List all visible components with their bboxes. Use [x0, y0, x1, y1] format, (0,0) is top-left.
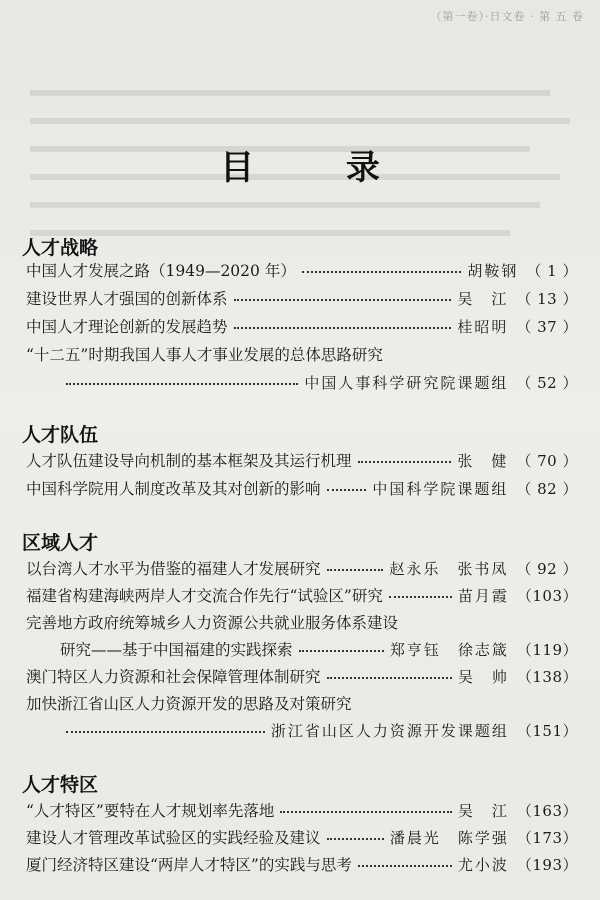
- entry-page: （103）: [516, 586, 578, 605]
- dot-leader: [280, 811, 451, 813]
- entry-title: “人才特区”要特在人才规划率先落地: [26, 802, 275, 820]
- running-header: （第一卷）·日文卷 · 第 五 卷: [430, 10, 584, 23]
- toc-entry[interactable]: [26, 850, 578, 878]
- dot-leader: [66, 383, 298, 385]
- toc-entry[interactable]: [26, 284, 578, 312]
- entry-title: 研究——基于中国福建的实践探索: [60, 641, 293, 659]
- toc-entry-continuation[interactable]: [60, 716, 578, 744]
- dot-leader: [358, 461, 452, 463]
- entry-author: 中国人事科学研究院课题组: [304, 373, 509, 392]
- dot-leader: [299, 650, 384, 652]
- entry-title: 厦门经济特区建设“两岸人才特区”的实践与思考: [26, 856, 352, 874]
- toc-entry-continuation[interactable]: [60, 635, 578, 663]
- toc-entry-title-line[interactable]: [26, 689, 578, 717]
- entry-author: 吴 江: [457, 289, 509, 308]
- dot-leader: [389, 596, 452, 598]
- toc-entry[interactable]: [26, 312, 578, 340]
- entry-title: 福建省构建海峡两岸人才交流合作先行“试验区”研究: [26, 587, 383, 605]
- entry-author: 吴 帅: [457, 667, 509, 686]
- toc-entry[interactable]: [26, 796, 578, 824]
- dot-leader: [302, 271, 462, 273]
- entry-page: （ 92 ）: [516, 559, 578, 578]
- entry-page: （138）: [516, 667, 578, 686]
- toc-entry[interactable]: [26, 823, 578, 851]
- toc-entry[interactable]: [26, 662, 578, 690]
- entry-author: 赵永乐 张书凤: [389, 559, 509, 578]
- entry-author: 胡鞍钢: [467, 261, 519, 280]
- dot-leader: [234, 327, 452, 329]
- entry-title: 建设世界人才强国的创新体系: [26, 290, 228, 308]
- entry-title: 加快浙江省山区人力资源开发的思路及对策研究: [26, 695, 352, 713]
- entry-page: （ 70 ）: [516, 451, 578, 470]
- entry-title: 完善地方政府统筹城乡人力资源公共就业服务体系建设: [26, 614, 399, 632]
- entry-page: （193）: [516, 855, 578, 874]
- section-heading-regional-talent: 区域人才: [22, 532, 99, 554]
- entry-author: 中国科学院课题组: [372, 479, 509, 498]
- entry-author: 郑亨钰 徐志箴: [389, 640, 509, 659]
- dot-leader: [327, 677, 452, 679]
- entry-title: 澳门特区人力资源和社会保障管理体制研究: [26, 668, 321, 686]
- entry-title: “十二五”时期我国人事人才事业发展的总体思路研究: [26, 346, 383, 364]
- entry-page: （119）: [516, 640, 578, 659]
- toc-entry-title-line[interactable]: [26, 340, 578, 368]
- entry-page: （ 82 ）: [516, 479, 578, 498]
- entry-page: （ 37 ）: [516, 317, 578, 336]
- dot-leader: [234, 299, 452, 301]
- toc-entry[interactable]: [26, 554, 578, 582]
- entry-page: （151）: [516, 721, 578, 740]
- entry-page: （ 1 ）: [526, 261, 578, 280]
- entry-page: （163）: [516, 801, 578, 820]
- entry-title: 中国人才发展之路（1949—2020 年）: [26, 262, 296, 280]
- entry-author: 桂昭明: [457, 317, 509, 336]
- section-heading-talent-strategy: 人才战略: [22, 237, 99, 259]
- toc-entry-continuation[interactable]: [60, 368, 578, 396]
- entry-page: （173）: [516, 828, 578, 847]
- dot-leader: [66, 731, 265, 733]
- dot-leader: [327, 838, 384, 840]
- entry-title: 以台湾人才水平为借鉴的福建人才发展研究: [26, 560, 321, 578]
- entry-title: 人才队伍建设导向机制的基本框架及其运行机理: [26, 452, 352, 470]
- entry-title: 中国科学院用人制度改革及其对创新的影响: [26, 480, 321, 498]
- entry-title: 建设人才管理改革试验区的实践经验及建议: [26, 829, 321, 847]
- toc-entry[interactable]: [26, 446, 578, 474]
- entry-page: （ 52 ）: [516, 373, 578, 392]
- entry-page: （ 13 ）: [516, 289, 578, 308]
- toc-entry-title-line[interactable]: [26, 608, 578, 636]
- entry-author: 苗月霞: [457, 586, 509, 605]
- dot-leader: [327, 569, 384, 571]
- section-heading-talent-team: 人才队伍: [22, 424, 99, 446]
- toc-entry[interactable]: [26, 581, 578, 609]
- entry-author: 潘晨光 陈学强: [389, 828, 509, 847]
- entry-author: 吴 江: [457, 801, 509, 820]
- entry-author: 浙江省山区人力资源开发课题组: [270, 721, 509, 740]
- section-heading-talent-special-zone: 人才特区: [22, 774, 99, 796]
- entry-author: 尤小波: [457, 855, 509, 874]
- entry-title: 中国人才理论创新的发展趋势: [26, 318, 228, 336]
- dot-leader: [327, 489, 367, 491]
- dot-leader: [358, 865, 452, 867]
- page-title: 目 录: [220, 148, 420, 188]
- entry-author: 张 健: [457, 451, 509, 470]
- toc-entry[interactable]: [26, 474, 578, 502]
- toc-entry[interactable]: [26, 256, 578, 284]
